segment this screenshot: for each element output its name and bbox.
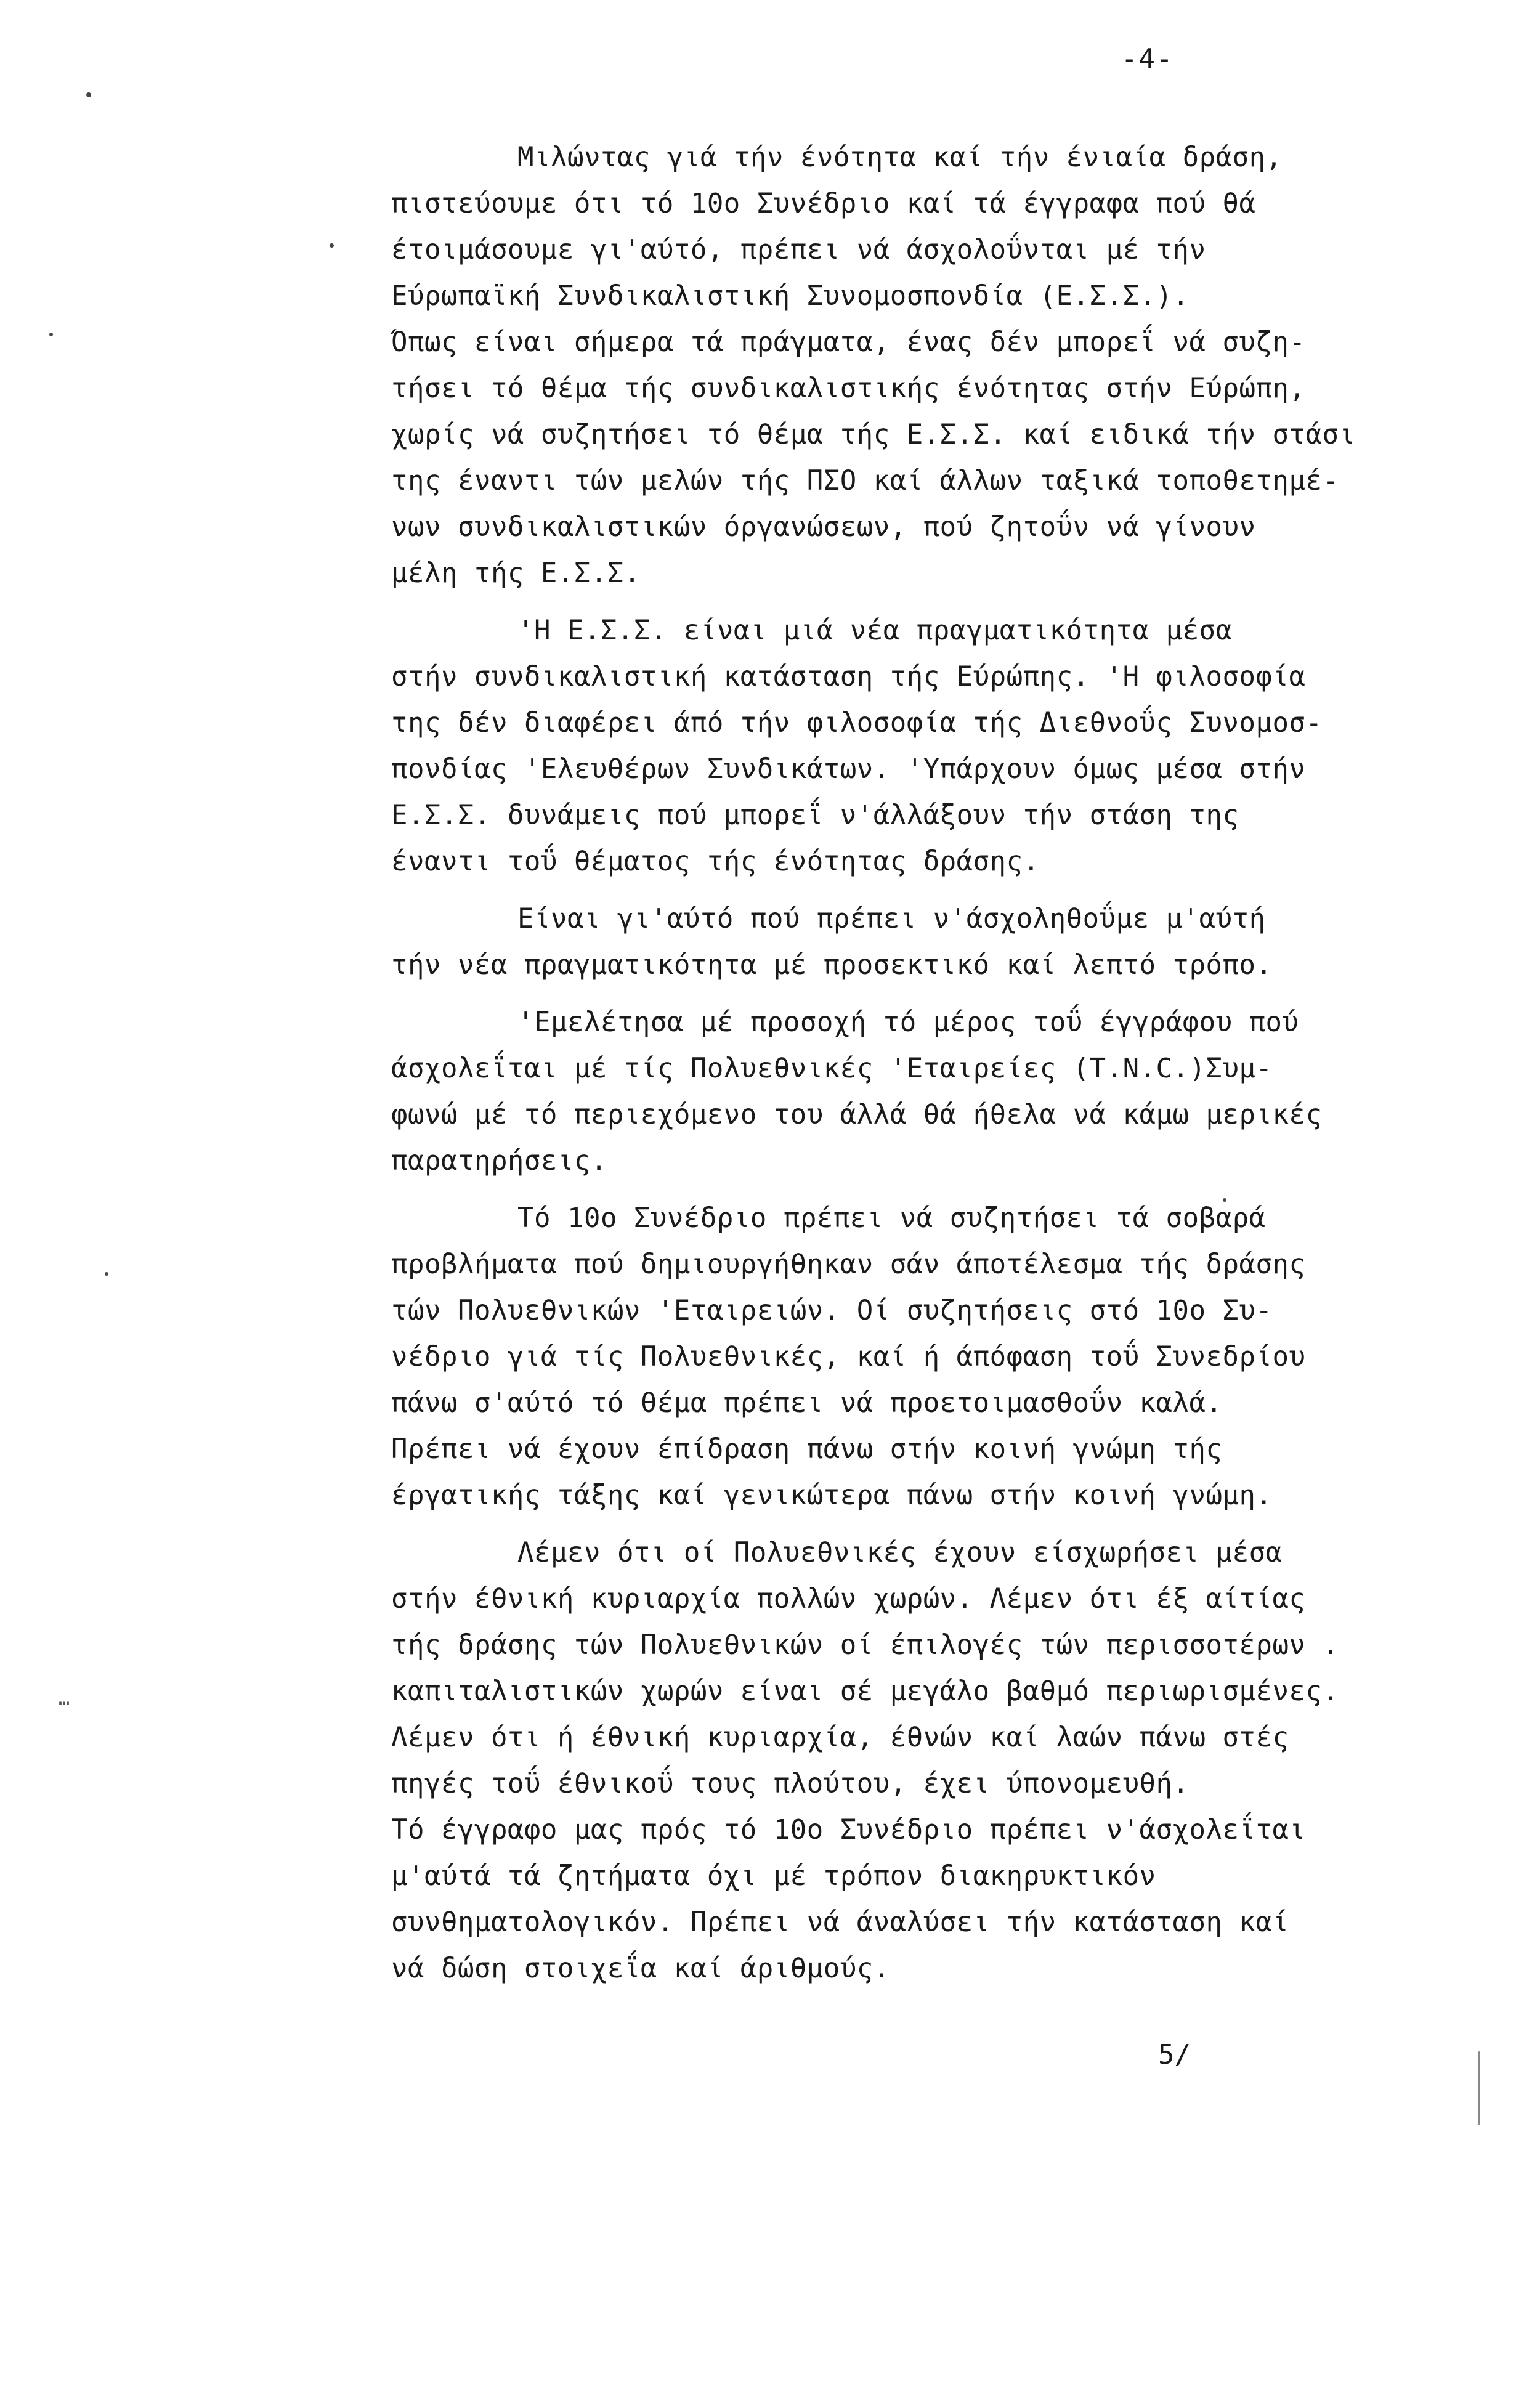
scan-edge-mark-icon: …: [59, 1688, 70, 1709]
paragraph: [391, 134, 1475, 596]
continuation-marker: 5/: [1158, 2039, 1191, 2070]
text-line: έναντι τοΰ θέματος τής ένότητας δράσης.: [391, 846, 1040, 877]
text-line: 'Εμελέτησα μέ προσοχή τό μέρος τοΰ έγγράφου πού: [517, 1007, 1299, 1038]
text-line: καπιταλιστικών χωρών είναι σέ μεγάλο βαθμό περιωρισμένες.: [391, 1676, 1339, 1707]
text-line: χωρίς νά συζητήσει τό θέμα τής Ε.Σ.Σ. καί ειδικά τήν στάσι: [391, 419, 1356, 450]
text-line: μ'αύτά τά ζητήματα όχι μέ τρόπον διακηρυκτικόν: [391, 1860, 1156, 1892]
paragraph: [391, 896, 1475, 988]
paragraph: [391, 1195, 1475, 1518]
text-line: άσχολεΐται μέ τίς Πολυεθνικές 'Εταιρείες (T.N.C.)Συμ-: [391, 1053, 1273, 1084]
text-line: Ε.Σ.Σ. δυνάμεις πού μπορεΐ ν'άλλάξουν τήν στάση της: [391, 800, 1239, 831]
text-line: συνθηματολογικόν. Πρέπει νά άναλύσει τήν κατάσταση καί: [391, 1907, 1289, 1938]
scan-speck: [330, 243, 334, 248]
text-line: Είναι γι'αύτό πού πρέπει ν'άσχοληθοΰμε μ'αύτή: [517, 903, 1266, 934]
text-line: στήν έθνική κυριαρχία πολλών χωρών. Λέμεν ότι έξ αίτίας: [391, 1583, 1306, 1615]
text-line: τών Πολυεθνικών 'Εταιρειών. Οί συζητήσεις στό 10ο Συ-: [391, 1295, 1273, 1326]
text-line: μέλη τής Ε.Σ.Σ.: [391, 557, 641, 589]
text-line: τήσει τό θέμα τής συνδικαλιστικής ένότητας στήν Εύρώπη,: [391, 373, 1306, 404]
text-line: της δέν διαφέρει άπό τήν φιλοσοφία τής Διεθνοΰς Συνομοσ-: [391, 707, 1323, 739]
text-line: τής δράσης τών Πολυεθνικών οί έπιλογές τών περισσοτέρων .: [391, 1629, 1339, 1661]
scan-speck: [1223, 1198, 1226, 1202]
text-line: νέδριο γιά τίς Πολυεθνικές, καί ή άπόφαση τοΰ Συνεδρίου: [391, 1341, 1306, 1372]
text-line: πιστεύουμε ότι τό 10ο Συνέδριο καί τά έγγραφα πού θά: [391, 188, 1256, 219]
text-line: Λέμεν ότι οί Πολυεθνικές έχουν είσχωρήσει μέσα: [517, 1537, 1283, 1568]
text-line: πονδίας 'Ελευθέρων Συνδικάτων. 'Υπάρχουν όμως μέσα στήν: [391, 753, 1306, 785]
text-line: νά δώση στοιχεΐα καί άριθμούς.: [391, 1953, 890, 1984]
text-line: Πρέπει νά έχουν έπίδραση πάνω στήν κοινή γνώμη τής: [391, 1433, 1223, 1465]
text-line: Τό έγγραφο μας πρός τό 10ο Συνέδριο πρέπει ν'άσχολεΐται: [391, 1814, 1306, 1846]
text-line: πηγές τοΰ έθνικοΰ τους πλούτου, έχει ύπονομευθή.: [391, 1768, 1190, 1799]
scan-speck: [86, 92, 91, 97]
paragraph: [391, 607, 1475, 885]
text-line: Όπως είναι σήμερα τά πράγματα, ένας δέν μπορεΐ νά συζη-: [391, 326, 1306, 358]
scan-speck: [105, 1272, 108, 1276]
text-line: 'Η Ε.Σ.Σ. είναι μιά νέα πραγματικότητα μέσα: [517, 615, 1233, 646]
scan-speck: [49, 333, 53, 336]
text-line: Εύρωπαϊκή Συνδικαλιστική Συνομοσπονδία (Ε.Σ.Σ.).: [391, 280, 1190, 312]
paragraph: [391, 999, 1475, 1184]
scan-speck: [1478, 2051, 1480, 2125]
text-line: παρατηρήσεις.: [391, 1145, 607, 1177]
text-line: έτοιμάσουμε γι'αύτό, πρέπει νά άσχολοΰνται μέ τήν: [391, 234, 1206, 266]
text-line: Λέμεν ότι ή έθνική κυριαρχία, έθνών καί λαών πάνω στές: [391, 1722, 1289, 1753]
page-number: -4-: [1121, 43, 1174, 75]
text-line: έργατικής τάξης καί γενικώτερα πάνω στήν κοινή γνώμη.: [391, 1480, 1273, 1511]
text-line: της έναντι τών μελών τής ΠΣΟ καί άλλων ταξικά τοποθετημέ-: [391, 465, 1339, 497]
text-line: νων συνδικαλιστικών όργανώσεων, πού ζητοΰν νά γίνουν: [391, 511, 1256, 543]
text-line: στήν συνδικαλιστική κατάσταση τής Εύρώπης. 'Η φιλοσοφία: [391, 661, 1306, 692]
text-line: Τό 10ο Συνέδριο πρέπει νά συζητήσει τά σοβαρά: [517, 1202, 1266, 1234]
text-line: Μιλώντας γιά τήν ένότητα καί τήν ένιαία δράση,: [517, 142, 1283, 173]
text-line: φωνώ μέ τό περιεχόμενο του άλλά θά ήθελα νά κάμω μερικές: [391, 1099, 1323, 1130]
text-line: τήν νέα πραγματικότητα μέ προσεκτικό καί λεπτό τρόπο.: [391, 949, 1273, 981]
paragraph: [391, 1530, 1475, 1992]
text-line: προβλήματα πού δημιουργήθηκαν σάν άποτέλεσμα τής δράσης: [391, 1249, 1306, 1280]
body-text: [391, 134, 1475, 1992]
text-line: πάνω σ'αύτό τό θέμα πρέπει νά προετοιμασθοΰν καλά.: [391, 1387, 1223, 1419]
